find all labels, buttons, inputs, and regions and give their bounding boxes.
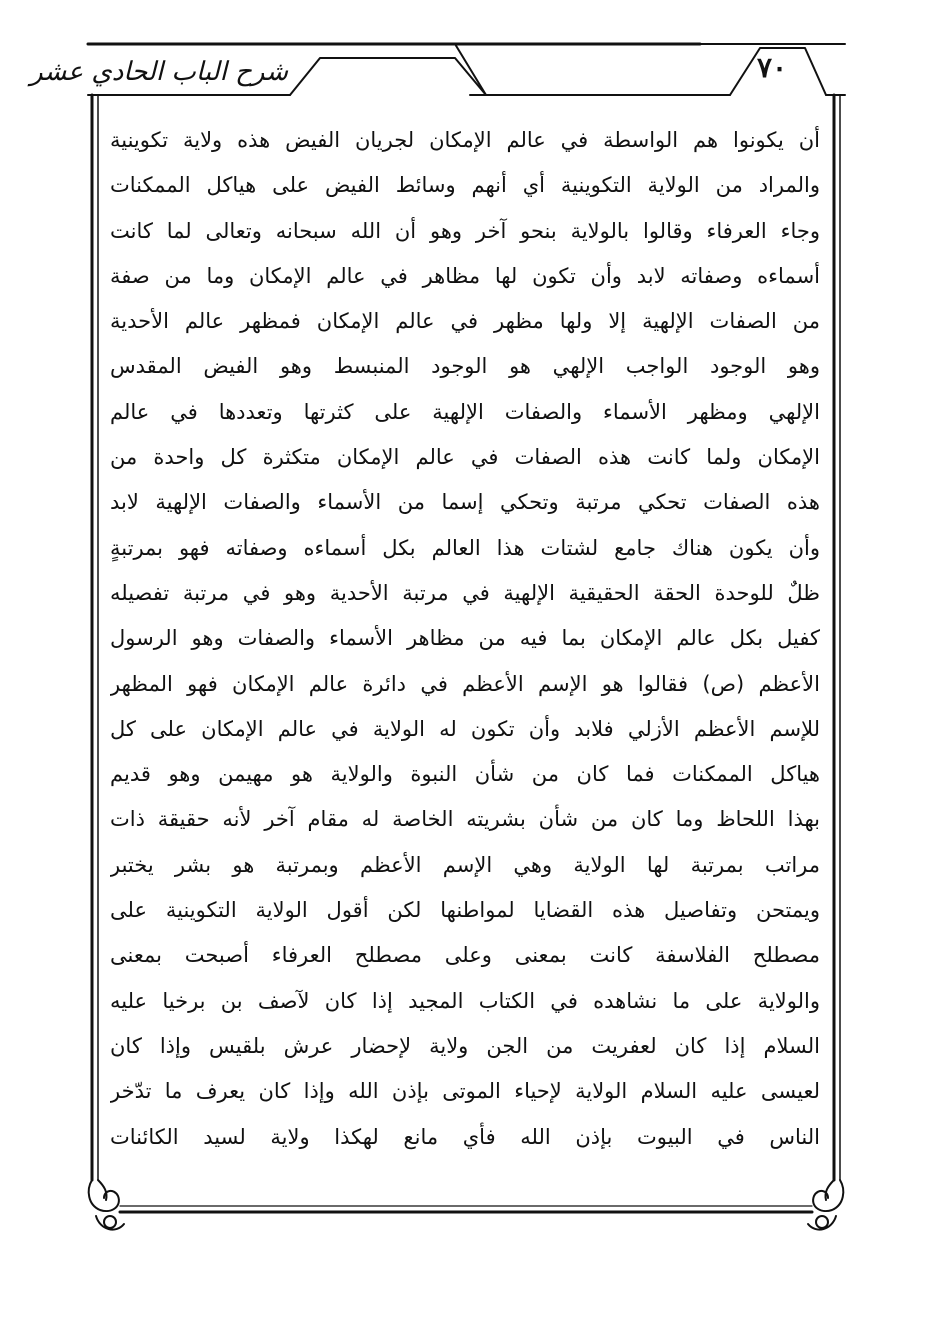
text-line: وجاء العرفاء وقالوا بالولاية بنحو آخر وهو أن الله سبحانه وتعالى لما كانت	[110, 218, 820, 243]
text-line: لعيسى عليه السلام الولاية لإحياء الموتى بإذن الله وإذا كان يعرف ما تدّخر	[110, 1079, 820, 1104]
text-line: والولاية على ما نشاهده في الكتاب المجيد إذا كان لآصف بن برخيا عليه	[110, 988, 820, 1013]
text-line: للإسم الأعظم الأزلي فلابد وأن تكون له الولاية في عالم الإمكان على كل	[110, 716, 820, 741]
text-line: أسماءه وصفاته لابد وأن تكون لها مظاهر في عالم الإمكان وما من صفة	[110, 263, 820, 288]
text-line: أن يكونوا هم الواسطة في عالم الإمكان لجريان الفيض هذه ولاية تكوينية	[110, 128, 820, 152]
page-number: ٧٠	[756, 51, 788, 84]
text-line: بهذا اللحاظ وما كان من شأن بشريته الخاصة له مقام آخر لأنه حقيقة ذات	[110, 807, 820, 832]
running-header-title: شرح الباب الحادي عشر	[30, 57, 288, 87]
text-line: والمراد من الولاية التكوينية أي أنهم وسائط الفيض على هياكل الممكنات	[110, 173, 820, 198]
text-line: الأعظم (ص) فقالوا هو الإسم الأعظم في دائرة عالم الإمكان فهو المظهر	[110, 671, 820, 696]
text-line: ويمتحن وتفاصيل هذه القضايا لمواطنها لكن أقول الولاية التكوينية على	[110, 898, 820, 923]
text-line: ظلٌ للوحدة الحقة الحقيقية الإلهية في مرتبة الأحدية وهو في مرتبة تفصيله	[110, 580, 820, 605]
body-text	[110, 118, 820, 1160]
text-line: كفيل بكل عالم الإمكان بما فيه من مظاهر الأسماء والصفات وهو الرسول	[110, 626, 820, 651]
text-line: الناس في البيوت بإذن الله فأي مانع لهكذا ولاية لسيد الكائنات	[110, 1124, 820, 1149]
text-line: وأن يكون هناك جامع لشتات هذا العالم بكل أسماءه وصفاته فهو بمرتبةٍ	[110, 535, 820, 560]
text-line: مصطلح الفلاسفة كانت بمعنى وعلى مصطلح العرفاء أصبحت بمعنى	[110, 943, 820, 968]
text-line: مراتب بمرتبة لها الولاية وهي الإسم الأعظم وبمرتبة هو بشر يختبر	[110, 852, 820, 877]
text-line: من الصفات الإلهية إلا ولها مظهر في عالم الإمكان فمظهر عالم الأحدية	[110, 309, 820, 334]
text-line: الإمكان ولما كانت هذه الصفات في عالم الإمكان متكثرة كل واحدة من	[110, 445, 820, 470]
text-line: السلام إذا كان لعفريت من الجن ولاية لإحضار عرش بلقيس وإذا كان	[110, 1033, 820, 1058]
text-line: وهو الوجود الواجب الإلهي هو الوجود المنبسط وهو الفيض المقدس	[110, 354, 820, 379]
corner-ornament-left	[89, 1180, 124, 1230]
text-line: هياكل الممكنات فما كان من شأن النبوة والولاية هو مهيمن وهو قديم	[110, 762, 820, 787]
text-line: الإلهي ومظهر الأسماء والصفات الإلهية على كثرتها وتعددها في عالم	[110, 399, 820, 424]
text-line: هذه الصفات تحكي مرتبة وتحكي إسما من الأسماء والصفات الإلهية لابد	[110, 490, 820, 515]
corner-ornament-right	[808, 1180, 843, 1230]
